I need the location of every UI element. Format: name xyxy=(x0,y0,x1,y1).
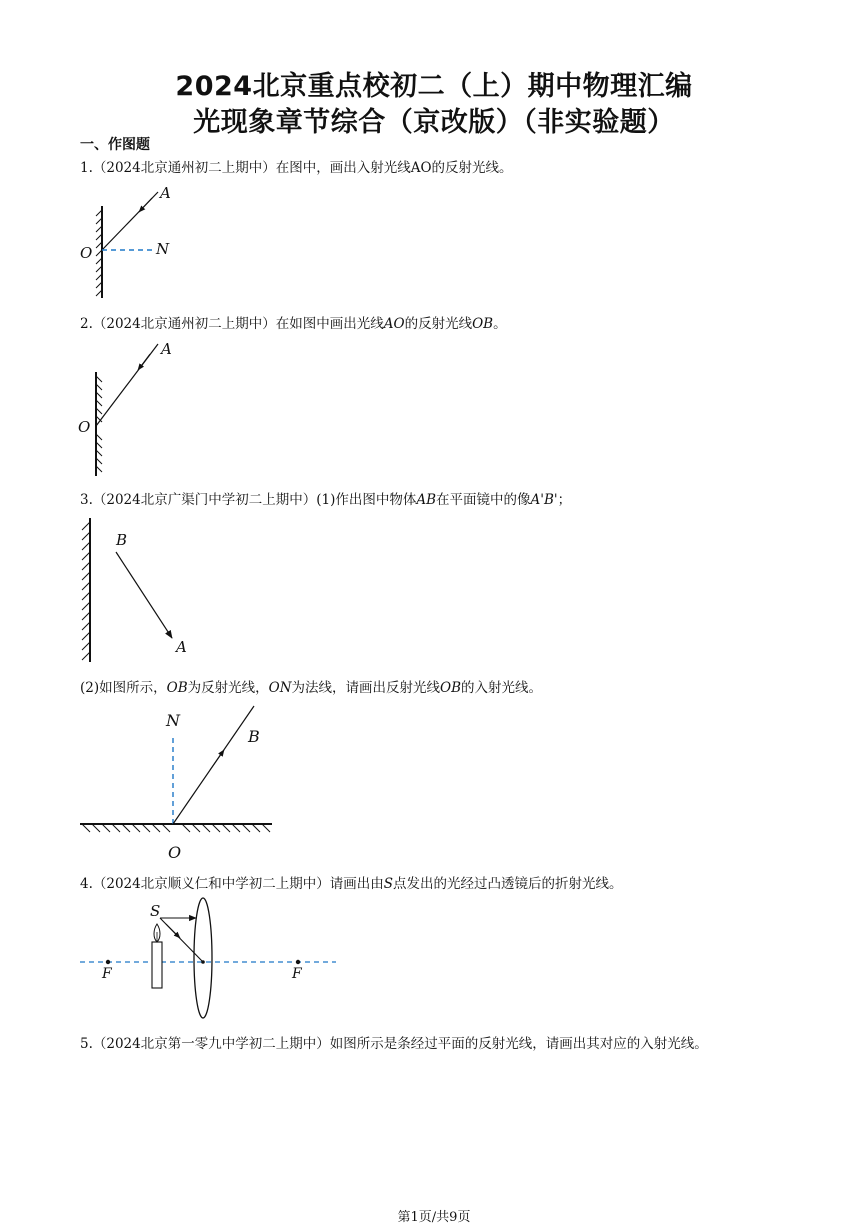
question-3-mid: 在平面镜中的像 xyxy=(436,492,531,508)
label-b: B xyxy=(116,531,128,549)
question-1-figure xyxy=(76,180,196,302)
label-n: N xyxy=(156,240,170,258)
question-3-object: AB xyxy=(416,492,437,508)
label-f-right: F xyxy=(292,966,302,982)
candle-body xyxy=(152,942,162,988)
question-3b-p4: 的入射光线。 xyxy=(461,680,543,696)
page-title: 2024北京重点校初二（上）期中物理汇编 xyxy=(175,71,693,102)
mirror-hatching xyxy=(82,522,90,660)
label-s: S xyxy=(150,902,161,920)
mirror-hatching xyxy=(82,824,270,832)
focal-point-left xyxy=(106,960,110,964)
label-a: A xyxy=(176,638,187,656)
question-2-figure xyxy=(76,336,196,482)
question-3b-ob: OB xyxy=(166,680,188,696)
label-a: A xyxy=(161,340,172,358)
section-heading: 一、作图题 xyxy=(80,137,150,153)
ray-arrow xyxy=(210,750,224,770)
label-o: O xyxy=(80,244,93,262)
question-3b-figure xyxy=(78,702,278,866)
question-3b-p2: 为反射光线， xyxy=(187,680,269,696)
label-a: A xyxy=(160,184,171,202)
question-3b-ob2: OB xyxy=(440,680,462,696)
question-2-prefix: 2.（2024北京通州初二上期中）在如图中画出光线 xyxy=(80,316,384,332)
question-2-end: 。 xyxy=(493,316,507,332)
object-arrow-ab xyxy=(116,552,172,638)
label-b: B xyxy=(248,727,260,746)
question-4-end: 点发出的光经过凸透镜后的折射光线。 xyxy=(393,876,623,892)
page-footer: 第1页/共9页 xyxy=(397,1210,471,1225)
ray-arrow xyxy=(139,198,152,212)
ray-arrow xyxy=(138,354,150,370)
question-4-prefix: 4.（2024北京顺义仁和中学初二上期中）请画出由 xyxy=(80,876,384,892)
label-o: O xyxy=(168,843,182,862)
question-3-image: A'B' xyxy=(530,492,558,508)
question-3-text xyxy=(80,488,571,508)
question-3b-p3: 为法线，请画出反射光线 xyxy=(291,680,441,696)
question-2-text xyxy=(80,312,507,332)
label-n: N xyxy=(166,711,180,730)
ray-arrow xyxy=(166,924,180,938)
question-4-text xyxy=(80,872,623,892)
question-4-figure xyxy=(76,896,340,1024)
focal-point-right xyxy=(296,960,300,964)
convex-lens xyxy=(194,898,212,1018)
question-2-mid: 的反射光线 xyxy=(404,316,473,332)
question-2-ray: AO xyxy=(383,316,405,332)
question-5-text: 5.（2024北京第一零九中学初二上期中）如图所示是条经过平面的反射光线，请画出其对应的入射光线。 xyxy=(80,1036,708,1052)
question-4-s: S xyxy=(383,876,393,892)
page-subtitle: 光现象章节综合（京改版）（非实验题） xyxy=(193,107,675,138)
question-3-prefix: 3.（2024北京广渠门中学初二上期中）(1)作出图中物体 xyxy=(80,492,417,508)
question-3b-text xyxy=(80,676,542,696)
question-3b-p1: (2)如图所示， xyxy=(80,680,167,696)
question-2-target: OB xyxy=(472,316,494,332)
label-f-left: F xyxy=(102,966,112,982)
question-3-end: ； xyxy=(557,492,572,508)
label-o: O xyxy=(78,418,91,436)
question-1-text: 1.（2024北京通州初二上期中）在图中，画出入射光线AO的反射光线。 xyxy=(80,160,513,176)
question-3-figure xyxy=(76,514,206,666)
question-3b-on: ON xyxy=(268,680,292,696)
